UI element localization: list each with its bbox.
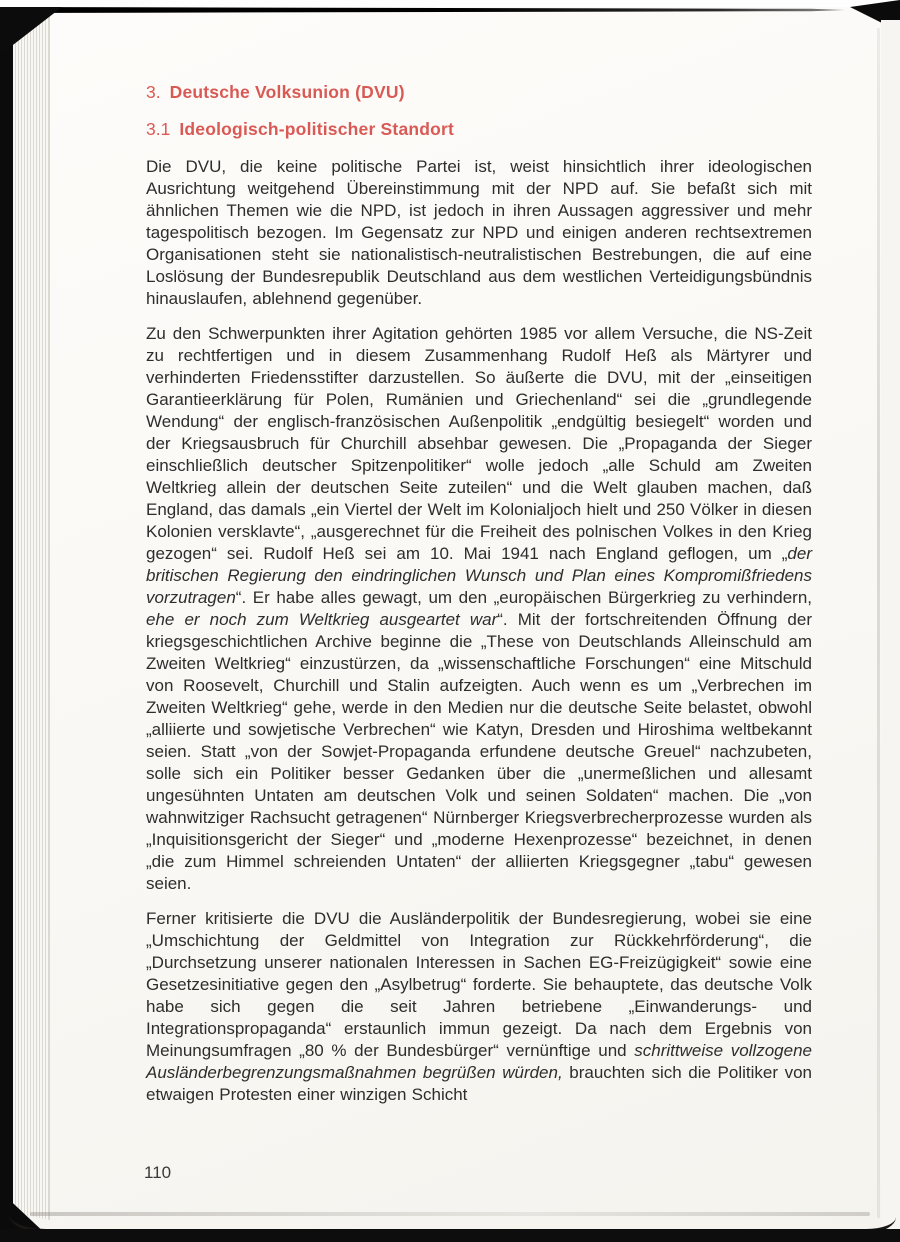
- emphasized-text: schrittweise vollzogene Ausländerbegrenzungsmaßnahmen begrüßen würden,: [146, 1041, 812, 1082]
- text-run: “. Mit der fortschreitenden Öffnung der kriegsgeschichtlichen Archive beginne die „These von Deutschlands Alleinschuld am Zweiten Weltkrieg“ einzustürzen, da „wissenschaftliche Forschungen“ eine Mitschuld von Roosevelt, Churchill und Stalin aufzeigten. Auch wenn es um „Verbrechen im Zweiten Weltkrieg“ gehe, werde in den Medien nur die deutsche Seite belastet, obwohl „alliierte und sowjetische Verbrechen“ wie Katyn, Dresden und Hiroshima weltbekannt seien. Statt „von der Sowjet-Propaganda erfundene deutsche Greuel“ nachzubeten, solle sich ein Politiker besser Gedanken über die „unermeßlichen und allesamt ungesühnten Untaten am deutschen Volk und seinen Soldaten“ machen. Die „von wahnwitziger Rachsucht getragenen“ Nürnberger Kriegsverbrecherprozesse wurden als „Inquisitionsgericht der Sieger“ und „moderne Hexenprozesse“ bezeichnet, in denen „die zum Himmel schreienden Untaten“ der alliierten Kriegsgegner „tabu“ gewesen seien.: [146, 610, 812, 893]
- page-content: [146, 82, 812, 1119]
- subsection-number: 3.1: [146, 119, 171, 139]
- page-right-margin: [881, 20, 900, 1232]
- subsection-title: Ideologisch-politischer Standort: [179, 119, 455, 139]
- page-right-edge-line: [877, 28, 880, 1218]
- text-run: Die DVU, die keine politische Partei ist, weist hinsichtlich ihrer ideologischen Ausrichtung weitgehend Übereinstimmung mit der NPD auf. Sie befaßt sich mit ähnlichen Themen wie die NPD, ist jedoch in ihren Aussagen aggressiver und mehr tagespolitisch bezogen. Im Gegensatz zur NPD und einigen anderen rechtsextremen Organisationen steht sie nationalistisch-neutralistischen Bestrebungen, die auf eine Loslösung der Bundesrepublik Deutschland aus dem westlichen Verteidigungsbündnis hinauslaufen, ablehnend gegenüber.: [146, 157, 812, 308]
- section-heading: [146, 82, 812, 102]
- scan-top-margin: [0, 0, 900, 7]
- page-number: 110: [144, 1163, 172, 1182]
- text-run: “. Er habe alles gewagt, um den „europäischen Bürgerkrieg zu verhindern,: [235, 588, 812, 607]
- book-top-edge: [0, 7, 845, 13]
- paragraph: [146, 156, 812, 310]
- paragraph: [146, 908, 812, 1106]
- section-title: Deutsche Volksunion (DVU): [169, 82, 405, 102]
- text-run: Zu den Schwerpunkten ihrer Agitation gehörten 1985 vor allem Versuche, die NS-Zeit zu rechtfertigen und in diesem Zusammenhang Rudolf Heß als Märtyrer und verhinderten Friedensstifter darzustellen. So äußerte die DVU, mit der „einseitigen Garantieerklärung für Polen, Rumänien und Griechenland“ sei die „grundlegende Wendung“ der englisch-französischen Außenpolitik „endgültig besiegelt“ worden und der Kriegsausbruch für Churchill absehbar gewesen. Die „Propaganda der Sieger einschließlich deutscher Spitzenpolitiker“ wolle jedoch „alle Schuld am Zweiten Weltkrieg allein der deutschen Seite zuteilen“ und die Welt glauben machen, daß England, das damals „ein Viertel der Welt im Kolonialjoch hielt und 250 Völker in diesen Kolonien versklavte“, „ausgerechnet für die Freiheit des polnischen Volkes in den Krieg gezogen“ sei. Rudolf Heß sei am 10. Mai 1941 nach England geflogen, um „: [146, 324, 812, 563]
- body-text: [146, 156, 812, 1106]
- page-stack-edges: [13, 12, 50, 1220]
- text-run: brauchten sich die Politiker von etwaigen Protesten einer winzigen Schicht: [146, 1063, 812, 1104]
- book-bottom-edge: [0, 1229, 900, 1242]
- paragraph: [146, 323, 812, 895]
- text-run: Ferner kritisierte die DVU die Ausländerpolitik der Bundesregierung, wobei sie eine „Umschichtung der Geldmittel von Integration zur Rückkehrförderung“, die „Durchsetzung unserer nationalen Interessen in Sachen EG-Freizügigkeit“ sowie eine Gesetzesinitiative gegen den „Asylbetrug“ forderte. Sie behauptete, das deutsche Volk habe sich gegen die seit Jahren betriebene „Einwanderungs- und Integrationspropaganda“ erstaunlich immun gezeigt. Da nach dem Ergebnis von Meinungsumfragen „80 % der Bundesbürger“ vernünftige und: [146, 909, 812, 1060]
- emphasized-text: ehe er noch zum Weltkrieg ausgeartet war: [146, 610, 498, 629]
- emphasized-text: der britischen Regierung den eindringlichen Wunsch und Plan eines Kompromißfriedens vorzutragen: [146, 544, 812, 607]
- section-number: 3.: [146, 82, 161, 102]
- subsection-heading: [146, 119, 812, 139]
- book-binding-shadow: [0, 8, 13, 1242]
